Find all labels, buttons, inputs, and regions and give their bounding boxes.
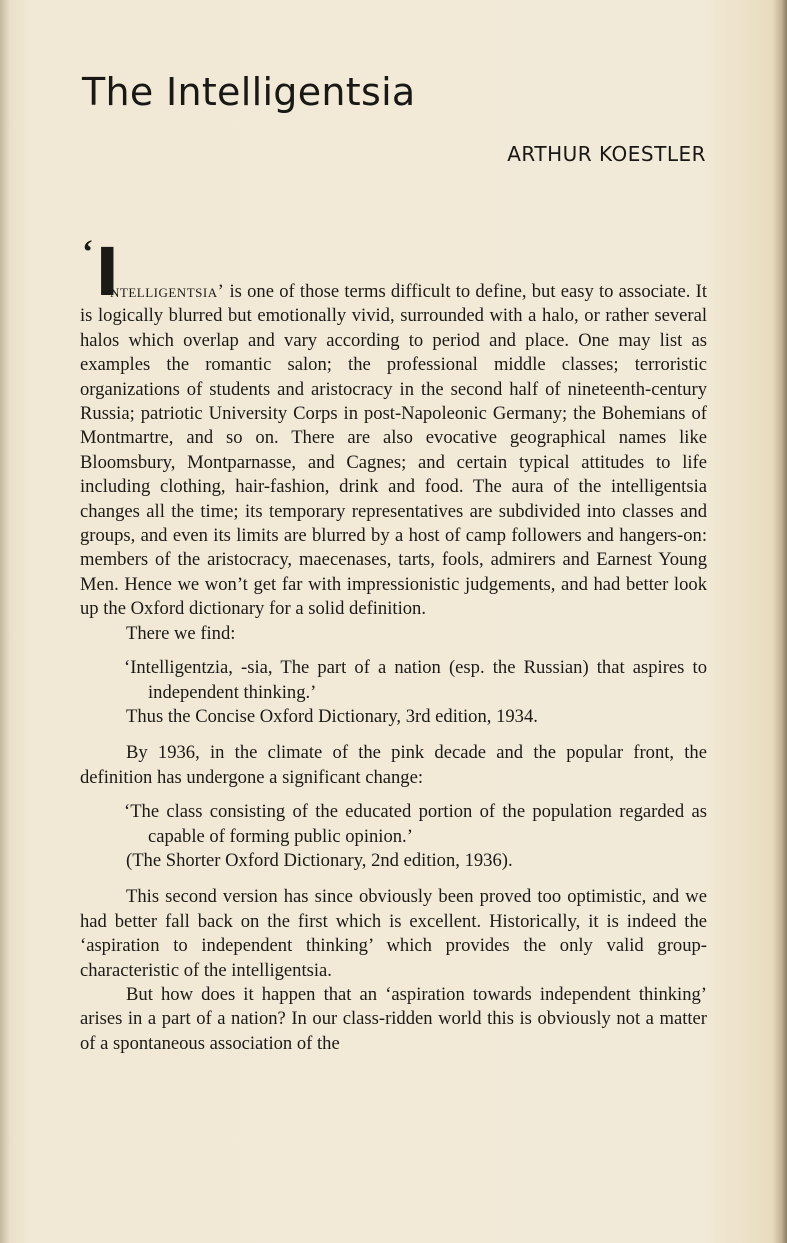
drop-cap-quote: ‘: [82, 234, 94, 271]
citation-1: Thus the Concise Oxford Dictionary, 3rd edition, 1934.: [126, 705, 538, 727]
paragraph-5: But how does it happen that an ‘aspiration towards independent thinking’ arises in a part of a nation? In our class-ridden world this is obviously not a matter of a spontaneous association of the: [80, 983, 707, 1054]
paragraph-3: By 1936, in the climate of the pink decade and the popular front, the definition has undergone a significant change:: [80, 742, 707, 788]
page-edge-right: [773, 0, 787, 1243]
dictionary-quote-1: ‘Intelligentzia, -sia, The part of a nation (esp. the Russian) that aspires to independent thinking.’: [124, 657, 707, 703]
author-name: ARTHUR KOESTLER: [507, 142, 706, 166]
paragraph-1-text: is one of those terms difficult to define, but easy to associate. It is logically blurred but emotionally vivid, surrounded with a halo, or rather several halos which overlap and vary according to period and place. One may list as examples the romantic salon; the professional middle classes; terroristic organizations of students and aristocracy in the second half of nineteenth-century Russia; patriotic University Corps in post-Napoleonic Germany; the Bohemians of Montmartre, and so on. There are also evocative geographical names like Bloomsbury, Montparnasse, and Cagnes; and certain typical attitudes to life including clothing, hair-fashion, drink and food. The aura of the intelligentsia changes all the time; its temporary representatives are subdivided into classes and groups, and even its limits are blurred by a host of camp followers and hangers-on: members of the aristocracy, maecenases, tarts, fools, admirers and Earnest Young Men. Hence we won’t get far with impressionistic judgements, and had better look up the Oxford dictionary for a solid definition.: [80, 281, 707, 620]
citation-2: (The Shorter Oxford Dictionary, 2nd edition, 1936).: [126, 849, 513, 871]
drop-cap-letter: I: [95, 234, 120, 311]
paragraph-1: [80, 280, 707, 622]
page-edge-left: [0, 0, 10, 1243]
paragraph-1-smallcaps: ntelligentsia’: [110, 281, 225, 302]
paragraph-4: This second version has since obviously been proved too optimistic, and we had better fall back on the first which is excellent. Historically, it is indeed the ‘aspiration to independent thinking’ which provides the only valid group-characteristic of the intelligentsia.: [80, 886, 707, 981]
dictionary-quote-2: ‘The class consisting of the educated portion of the population regarded as capable of forming public opinion.’: [124, 801, 707, 847]
paragraph-2: There we find:: [126, 622, 236, 644]
chapter-title: The Intelligentsia: [82, 70, 416, 114]
article-body: [80, 280, 707, 1056]
